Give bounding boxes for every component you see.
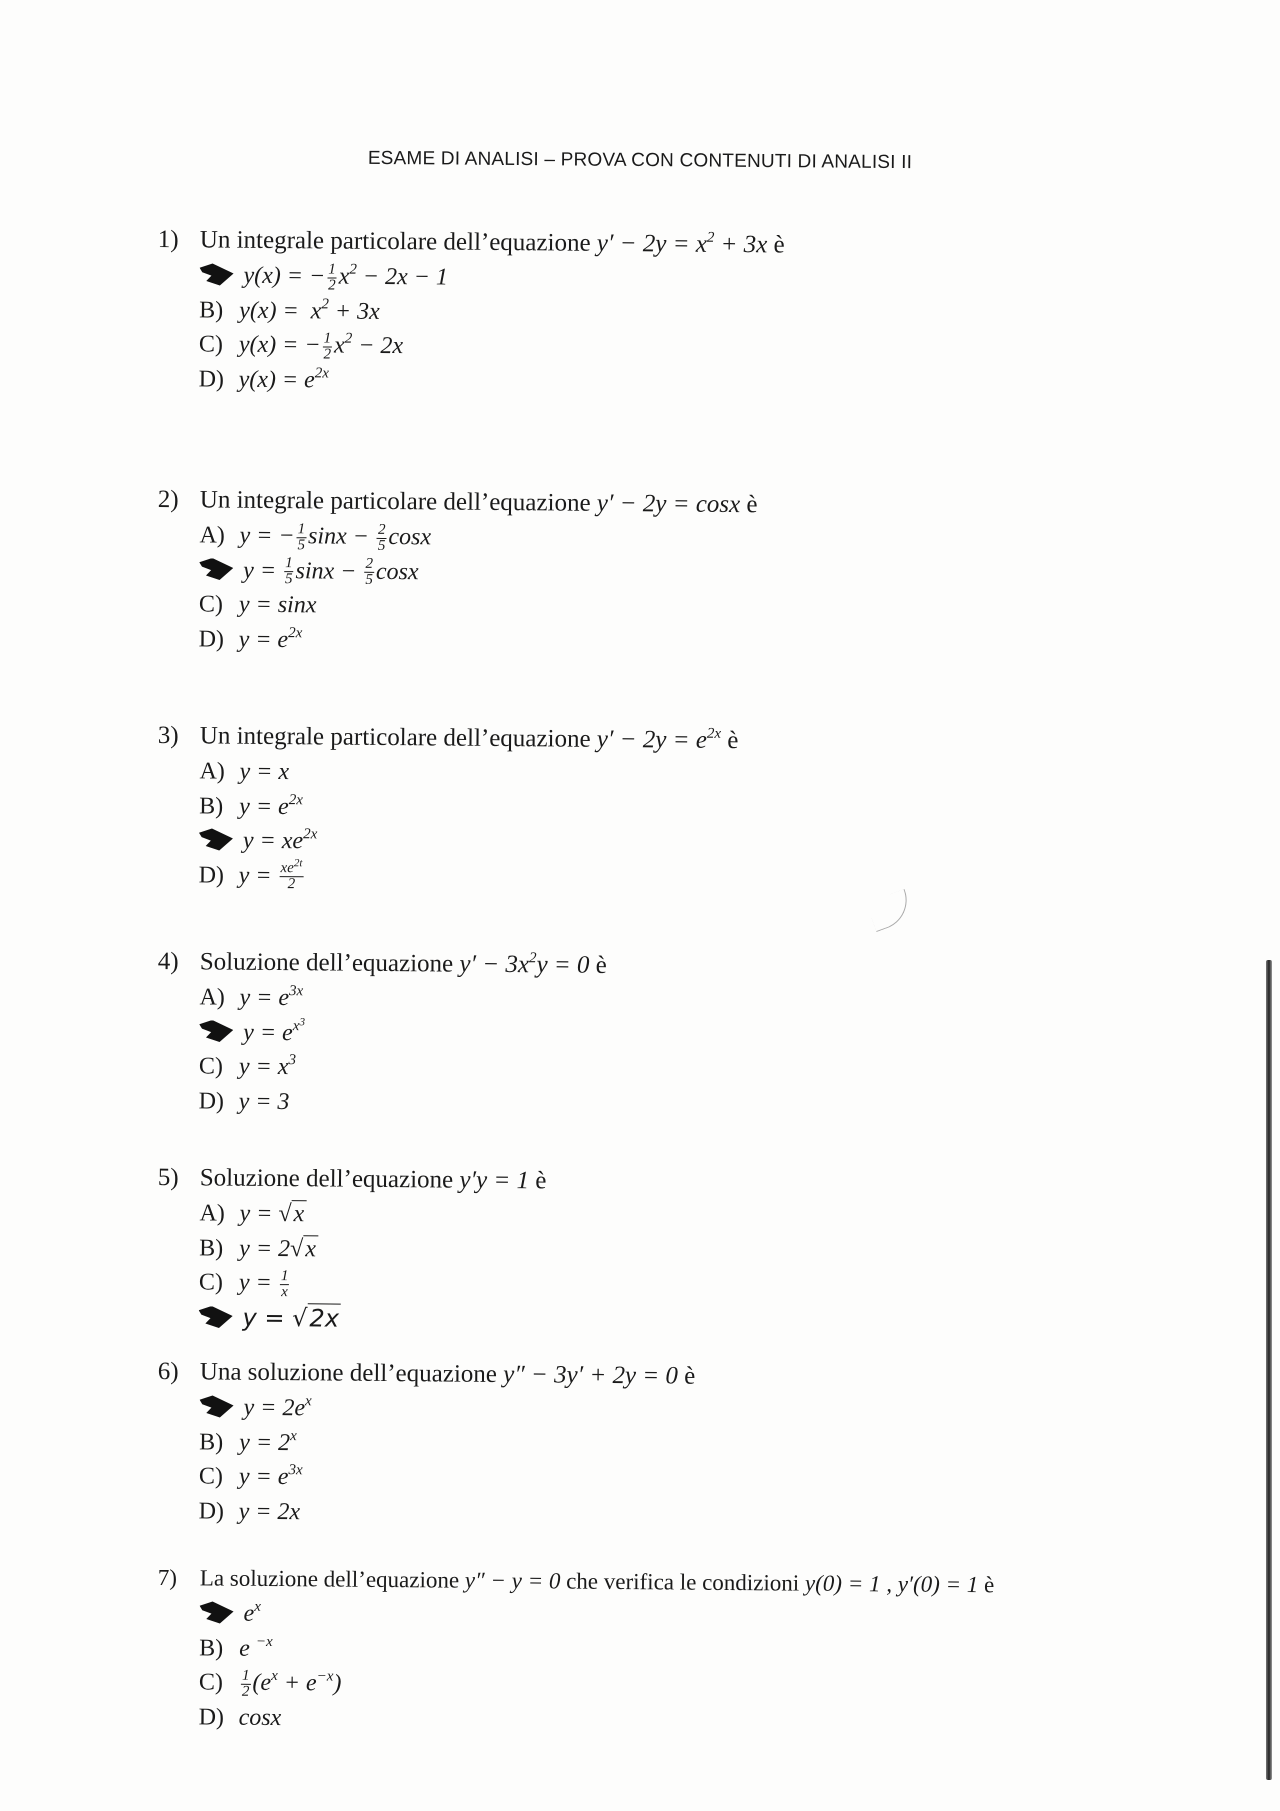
option-d: D) y = 3 [198, 1087, 290, 1115]
option-b: B) y = 2√x [199, 1231, 1157, 1274]
answer-mark-icon [199, 1306, 233, 1328]
question-number: 6) [157, 1357, 179, 1386]
question-equation: y′ − 2y = cosx [596, 489, 741, 519]
answer-mark-icon [199, 1395, 233, 1417]
question-prompt: La soluzione dell’equazione [199, 1565, 460, 1593]
question-number: 1) [157, 225, 179, 254]
option-b: B) $y = e^{2x}$ [199, 791, 304, 820]
option-d: D) $y = e^{2x}$ [198, 624, 303, 653]
option-b: B) $y(x) = x^2 + 3x$ [199, 295, 380, 325]
option-b: B) $y = 2^x$ [199, 1427, 297, 1456]
option-d: D) y = 2x [198, 1497, 301, 1525]
option-a: $e^x$ [199, 1596, 1157, 1639]
question-prompt-2: che verifica le condizioni [566, 1568, 800, 1596]
question-equation: $y' - 2y = x^2 + 3x$ [596, 229, 768, 259]
option-c: $y = xe^{2x}$ [199, 823, 1157, 866]
option-b: $y = e^{x^3}$ [199, 1015, 1157, 1058]
answer-mark-icon [199, 263, 233, 285]
question-suffix: è [746, 491, 758, 519]
option-d [198, 1300, 1156, 1343]
option-b: B) e $^{-x}$ [199, 1633, 273, 1662]
question-prompt: Un integrale particolare dell’equazione [199, 226, 591, 257]
question-2 [156, 482, 1157, 665]
option-a: A) $y = e^{3x}$ [199, 983, 304, 1012]
question-number: 3) [157, 721, 179, 750]
option-a: A) y = − $\frac{1}{5}$ sinx − $\frac{2}{5}$ cosx [199, 521, 432, 554]
answer-mark-icon [199, 1020, 233, 1042]
question-number: 5) [157, 1163, 179, 1192]
answer-mark-icon [199, 1601, 233, 1623]
option-c: C) y = sinx [198, 591, 317, 619]
option-b: y = $\frac{1}{5}$ sinx − $\frac{2}{5}$ cosx [199, 553, 1157, 596]
question-3 [156, 718, 1157, 901]
question-suffix: è [684, 1362, 696, 1390]
option-c: C) $y = x^3$ [198, 1052, 297, 1081]
option-a: $y = 2e^x$ [199, 1390, 1157, 1433]
option-a: y(x) = − $\frac{1}{2}$ $x^2 - 2x - 1$ [199, 258, 1157, 301]
question-suffix: è [535, 1167, 547, 1195]
scan-edge [1266, 960, 1272, 1780]
question-prompt: Soluzione dell’equazione [199, 1164, 454, 1194]
page-title: ESAME DI ANALISI – PROVA CON CONTENUTI DI ANALISI II [367, 147, 913, 174]
question-equation: y′y = 1 [459, 1166, 530, 1195]
option-d: D) cosx [198, 1703, 282, 1731]
question-prompt: Soluzione dell’equazione [199, 948, 454, 978]
question-7 [156, 1560, 1157, 1743]
question-equation: $y' - 2y = e^{2x}$ [596, 725, 722, 754]
option-d: D) y = $\frac{xe^{2t}}{2}$ [198, 857, 303, 893]
question-suffix: è [773, 231, 785, 259]
question-suffix: è [595, 951, 607, 979]
option-c: C) $\frac{1}{2}$ $(e^x + e^{-x})$ [198, 1667, 342, 1700]
question-conditions: y(0) = 1 , y′(0) = 1 [804, 1570, 979, 1598]
option-d: D) $y(x) = e^{2x}$ [198, 364, 330, 393]
question-6 [156, 1354, 1157, 1537]
question-number: 7) [157, 1564, 178, 1591]
option-c: C) y = $\frac{1}{x}$ [198, 1268, 289, 1301]
question-5 [156, 1160, 1157, 1343]
question-equation: y″ − y = 0 [464, 1567, 561, 1594]
question-4 [156, 944, 1157, 1127]
question-number: 2) [157, 485, 179, 514]
question-suffix: è [727, 726, 739, 755]
handwritten-answer: y = √2x [243, 1303, 342, 1332]
answer-mark-icon [199, 558, 233, 580]
option-a: A) y = x [199, 758, 290, 786]
question-1 [156, 222, 1157, 405]
answer-mark-icon [199, 828, 233, 850]
question-prompt: Un integrale particolare dell’equazione [199, 486, 591, 517]
option-c: C) $y = e^{3x}$ [198, 1462, 303, 1491]
option-c: C) y(x) = − $\frac{1}{2}$ $x^2 - 2x$ [198, 330, 404, 363]
question-suffix: è [984, 1572, 995, 1598]
question-prompt: Un integrale particolare dell’equazione [199, 722, 591, 753]
question-equation: y″ − 3y′ + 2y = 0 [503, 1361, 679, 1390]
option-a: A) y = √x [199, 1196, 1157, 1239]
question-number: 4) [157, 947, 179, 976]
question-equation: $y' - 3x^2y = 0$ [459, 950, 590, 979]
question-prompt: Una soluzione dell’equazione [199, 1358, 498, 1388]
